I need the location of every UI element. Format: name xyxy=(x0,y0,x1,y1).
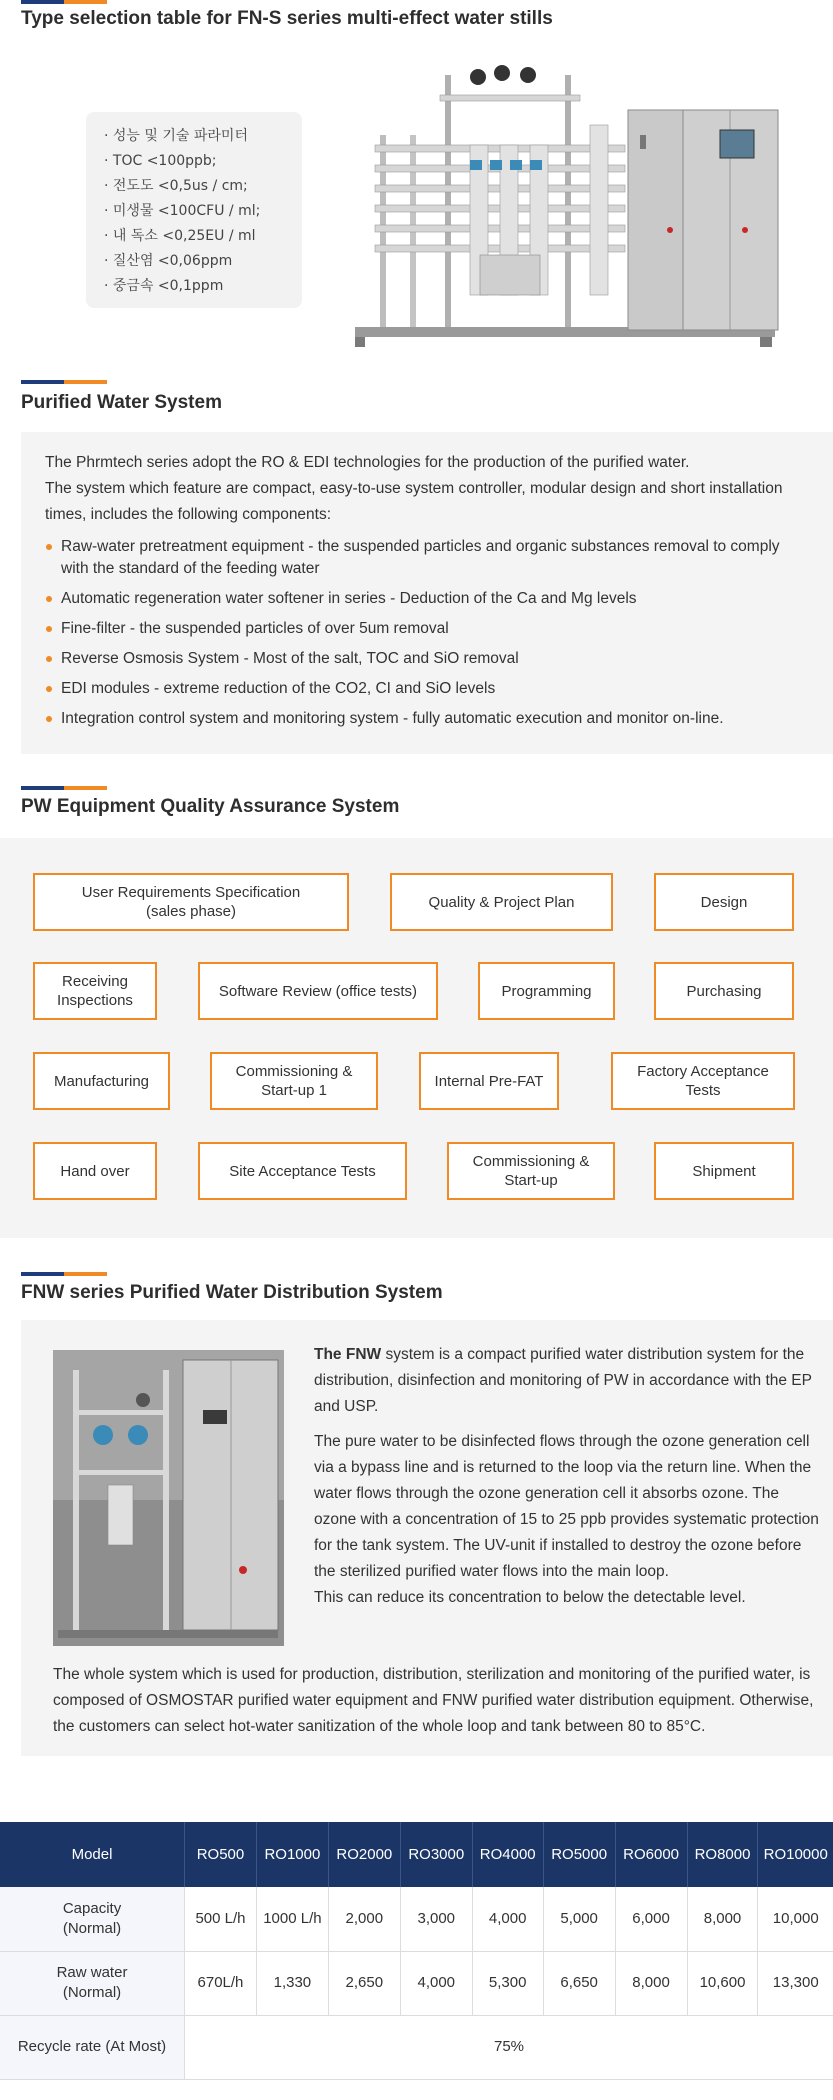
table-cell: 5,000 xyxy=(543,1887,615,1951)
table-row xyxy=(0,2015,833,2079)
table-row-header: Capacity (Normal) xyxy=(0,1887,185,1951)
spec-item: · 성능 및 기술 파라미터 xyxy=(104,128,248,144)
quality-assurance-diagram xyxy=(0,838,833,1238)
qa-step: Shipment xyxy=(654,1142,794,1200)
table-cell: 2,650 xyxy=(328,1951,400,2015)
section-title-decoration xyxy=(21,1272,107,1276)
qa-step: Purchasing xyxy=(654,962,794,1020)
section-title-decoration xyxy=(21,0,107,4)
fnw-text-block xyxy=(314,1342,824,1620)
qa-step: Quality & Project Plan xyxy=(390,873,613,931)
table-row xyxy=(0,1887,833,1951)
qa-step: Internal Pre-FAT xyxy=(419,1052,559,1110)
fnw-paragraph xyxy=(314,1342,824,1420)
table-cell: 5,300 xyxy=(472,1951,543,2015)
table-header-cell: RO3000 xyxy=(400,1822,472,1887)
spec-item: · 미생물 <100CFU / ml; xyxy=(104,203,261,219)
qa-step: Factory Acceptance Tests xyxy=(611,1052,795,1110)
list-item: Raw-water pretreatment equipment - the suspended particles and organic substances removal to comply with the standard of the feeding water xyxy=(45,536,809,580)
table-header-cell: RO5000 xyxy=(543,1822,615,1887)
table-header-cell: RO6000 xyxy=(615,1822,687,1887)
section-title-quality-assurance: PW Equipment Quality Assurance System xyxy=(21,796,400,817)
table-row xyxy=(0,1951,833,2015)
spec-item: · 내 독소 <0,25EU / ml xyxy=(104,228,256,244)
purified-water-description xyxy=(21,432,833,754)
section-title-fnw-distribution: FNW series Purified Water Distribution System xyxy=(21,1282,443,1303)
table-cell: 8,000 xyxy=(615,1951,687,2015)
table-header-cell: RO1000 xyxy=(256,1822,328,1887)
spec-item: · 질산염 <0,06ppm xyxy=(104,253,233,269)
table-header-cell: RO4000 xyxy=(472,1822,543,1887)
fnw-summary-paragraph: The whole system which is used for production, distribution, sterilization and monitoring of the purified water, is composed of OSMOSTAR purified water equipment and FNW purified water distribution equipment. Otherwise, the customers can select hot-water sanitization of the whole loop and tank between 80 to 85°C. xyxy=(53,1666,814,1735)
table-cell: 8,000 xyxy=(687,1887,758,1951)
qa-step: Commissioning & Start-up xyxy=(447,1142,615,1200)
table-header-cell: RO8000 xyxy=(687,1822,758,1887)
fnw-paragraph: This can reduce its concentration to below the detectable level. xyxy=(314,1589,746,1606)
table-cell: 2,000 xyxy=(328,1887,400,1951)
table-header-cell: Model xyxy=(0,1822,185,1887)
table-row-header: Raw water (Normal) xyxy=(0,1951,185,2015)
qa-step: Software Review (office tests) xyxy=(198,962,438,1020)
table-cell: 6,000 xyxy=(615,1887,687,1951)
list-item: Automatic regeneration water softener in series - Deduction of the Ca and Mg levels xyxy=(45,588,809,610)
table-row-header: Recycle rate (At Most) xyxy=(0,2015,185,2079)
table-cell: 13,300 xyxy=(758,1951,833,2015)
qa-step: Commissioning & Start-up 1 xyxy=(210,1052,378,1110)
list-item: Integration control system and monitoring system - fully automatic execution and monitor on-line. xyxy=(45,708,809,730)
table-cell: 500 L/h xyxy=(185,1887,257,1951)
list-item: Reverse Osmosis System - Most of the salt, TOC and SiO removal xyxy=(45,648,809,670)
fnw-text-span: system is a compact purified water distribution system for the distribution, disinfection and monitoring of PW in accordance with the EP and USP. xyxy=(314,1346,812,1415)
fnw-description xyxy=(21,1320,833,1756)
table-cell: 3,000 xyxy=(400,1887,472,1951)
table-cell: 1,330 xyxy=(256,1951,328,2015)
section-title-type-selection: Type selection table for FN-S series multi-effect water stills xyxy=(21,8,553,29)
component-list xyxy=(45,536,809,730)
table-cell: 75% xyxy=(185,2015,833,2079)
spec-item: · 중금속 <0,1ppm xyxy=(104,278,224,294)
table-cell: 1000 L/h xyxy=(256,1887,328,1951)
intro-text: The system which feature are compact, easy-to-use system controller, modular design and short installation times, includes the following components: xyxy=(45,480,783,523)
table-header-cell: RO2000 xyxy=(328,1822,400,1887)
section-title-decoration xyxy=(21,786,107,790)
spec-parameters-box xyxy=(86,112,302,308)
qa-step: Design xyxy=(654,873,794,931)
multi-effect-water-still-image xyxy=(350,55,780,365)
qa-step: Manufacturing xyxy=(33,1052,170,1110)
intro-text: The Phrmtech series adopt the RO & EDI technologies for the production of the purified water. xyxy=(45,454,690,471)
qa-step: User Requirements Specification (sales phase) xyxy=(33,873,349,931)
table-cell: 10,000 xyxy=(758,1887,833,1951)
qa-step: Receiving Inspections xyxy=(33,962,157,1020)
fnw-strong-text: The FNW xyxy=(314,1346,382,1363)
qa-step: Programming xyxy=(478,962,615,1020)
section-title-decoration xyxy=(21,380,107,384)
table-cell: 6,650 xyxy=(543,1951,615,2015)
qa-step: Hand over xyxy=(33,1142,157,1200)
table-cell: 4,000 xyxy=(400,1951,472,2015)
table-header-row xyxy=(0,1822,833,1887)
list-item: EDI modules - extreme reduction of the CO2, CI and SiO levels xyxy=(45,678,809,700)
table-cell: 10,600 xyxy=(687,1951,758,2015)
model-spec-table xyxy=(0,1822,833,2080)
table-cell: 670L/h xyxy=(185,1951,257,2015)
spec-item: · TOC <100ppb; xyxy=(104,153,217,169)
section-title-purified-water: Purified Water System xyxy=(21,392,222,413)
spec-item: · 전도도 <0,5us / cm; xyxy=(104,178,248,194)
table-header-cell: RO10000 xyxy=(758,1822,833,1887)
fnw-distribution-system-image xyxy=(53,1350,284,1646)
list-item: Fine-filter - the suspended particles of over 5um removal xyxy=(45,618,809,640)
fnw-paragraph: The pure water to be disinfected flows through the ozone generation cell via a bypass line and is returned to the loop via the return line. When the water flows through the ozone generation cell it absorbs ozone. The ozone with a concentration of 15 to 25 ppb provides systematic protection for the tank system. The UV-unit if installed to destroy the ozone before the sterilized purified water flows into the main loop. xyxy=(314,1433,819,1580)
table-header-cell: RO500 xyxy=(185,1822,257,1887)
qa-step: Site Acceptance Tests xyxy=(198,1142,407,1200)
table-cell: 4,000 xyxy=(472,1887,543,1951)
